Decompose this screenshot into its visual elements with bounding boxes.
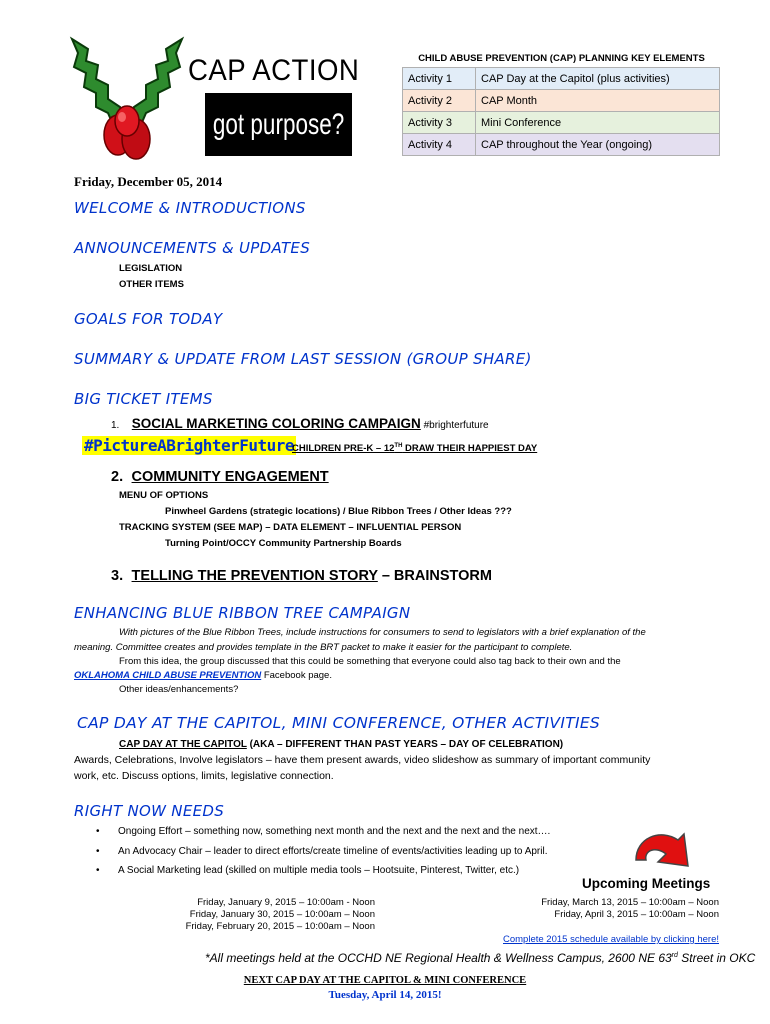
- logo-tagline-box: [205, 93, 352, 156]
- held-sup: rd: [671, 952, 678, 959]
- meeting-date-item: Friday, January 30, 2015 – 10:00am – Noon: [189, 909, 375, 920]
- item1-title: SOCIAL MARKETING COLORING CAMPAIGN: [131, 416, 421, 431]
- pinwheel-line: Pinwheel Gardens (strategic locations) / Blue Ribbon Trees / Other Ideas ???: [165, 506, 512, 517]
- blue-ribbon-line3: From this idea, the group discussed that this could be something that everyone could also tag back to their own and the: [119, 656, 621, 667]
- key-element-description: CAP Day at the Capitol (plus activities): [476, 68, 720, 90]
- meeting-date-item: Friday, April 3, 2015 – 10:00am – Noon: [554, 909, 719, 920]
- curved-arrow-icon: [630, 826, 698, 874]
- held-pre: *All meetings held at the OCCHD NE Regional Health & Wellness Campus, 2600 NE 63: [205, 951, 672, 965]
- key-element-activity: Activity 3: [403, 112, 476, 134]
- children-sup: TH: [394, 443, 403, 449]
- held-post: Street in OKC: [677, 951, 756, 965]
- meeting-date-item: Friday, January 9, 2015 – 10:00am - Noon: [197, 897, 375, 908]
- holly-logo-icon: [68, 35, 186, 163]
- goals-heading: GOALS FOR TODAY: [74, 310, 223, 328]
- big-ticket-heading: BIG TICKET ITEMS: [74, 390, 213, 408]
- summary-heading: SUMMARY & UPDATE FROM LAST SESSION (GROUP SHARE): [74, 350, 532, 368]
- item3-line: [111, 567, 492, 585]
- announce-item-other: OTHER ITEMS: [119, 279, 184, 290]
- key-element-description: CAP throughout the Year (ongoing): [476, 134, 720, 156]
- cap-day-line1: Awards, Celebrations, Involve legislators – have them present awards, video slideshow as summary of important community: [74, 754, 651, 766]
- needs-item-3-text: A Social Marketing lead (skilled on multiple media tools – Hootsuite, Pinterest, Twitter, etc.): [118, 865, 520, 876]
- blue-ribbon-line4-rest: Facebook page.: [261, 670, 332, 681]
- item1-line: [111, 415, 489, 433]
- schedule-link[interactable]: Complete 2015 schedule available by clicking here!: [503, 934, 719, 945]
- key-element-row: [403, 134, 720, 156]
- item1-number: 1.: [111, 420, 120, 431]
- welcome-heading: WELCOME & INTRODUCTIONS: [74, 199, 306, 217]
- key-elements-title: CHILD ABUSE PREVENTION (CAP) PLANNING KEY ELEMENTS: [418, 53, 705, 64]
- item3-rest: – BRAINSTORM: [377, 568, 492, 584]
- needs-item-2-text: An Advocacy Chair – leader to direct efforts/create timeline of events/activities leading up to April.: [118, 846, 548, 857]
- blue-ribbon-line1: With pictures of the Blue Ribbon Trees, include instructions for consumers to send to legislators with a brief explanation of the: [119, 627, 646, 638]
- children-post: DRAW THEIR HAPPIEST DAY: [402, 443, 538, 455]
- meeting-date: Friday, December 05, 2014: [74, 174, 223, 189]
- needs-item-2: • An Advocacy Chair – leader to direct efforts/create timeline of events/activities leading up to April.: [96, 846, 548, 857]
- menu-of-options: MENU OF OPTIONS: [119, 490, 209, 501]
- right-now-needs-heading: RIGHT NOW NEEDS: [74, 802, 225, 820]
- key-element-description: CAP Month: [476, 90, 720, 112]
- turning-point-line: Turning Point/OCCY Community Partnership Boards: [165, 538, 402, 549]
- key-element-row: [403, 90, 720, 112]
- meeting-date-item: Friday, March 13, 2015 – 10:00am – Noon: [541, 897, 719, 908]
- announcements-heading: ANNOUNCEMENTS & UPDATES: [74, 239, 311, 257]
- hashtag-highlight: #PictureABrighterFuture: [84, 436, 295, 455]
- logo-tagline: got purpose?: [212, 107, 345, 141]
- meetings-location-note: [205, 951, 755, 965]
- meetings-left-list: [150, 897, 375, 933]
- key-elements-table: [402, 67, 720, 156]
- cap-day-heading: CAP DAY AT THE CAPITOL, MINI CONFERENCE, OTHER ACTIVITIES: [77, 714, 601, 732]
- children-pre: CHILDREN PRE-K – 12: [292, 443, 395, 455]
- cap-day-sub: [119, 739, 563, 750]
- key-element-description: Mini Conference: [476, 112, 720, 134]
- item2-number: 2.: [111, 469, 124, 485]
- meeting-date-item: Friday, February 20, 2015 – 10:00am – Noon: [185, 921, 375, 932]
- meetings-right-list: [470, 897, 719, 921]
- needs-item-1: • Ongoing Effort – something now, something next month and the next and the next and the next….: [96, 826, 551, 837]
- blue-ribbon-line4: [74, 670, 332, 681]
- cap-day-line2: work, etc. Discuss options, limits, legislative connection.: [74, 770, 334, 782]
- oklahoma-cap-facebook-link[interactable]: OKLAHOMA CHILD ABUSE PREVENTION: [74, 670, 262, 681]
- next-cap-day-title: NEXT CAP DAY AT THE CAPITOL & MINI CONFERENCE: [243, 975, 527, 986]
- key-element-activity: Activity 1: [403, 68, 476, 90]
- key-element-activity: Activity 4: [403, 134, 476, 156]
- needs-item-3: • A Social Marketing lead (skilled on multiple media tools – Hootsuite, Pinterest, Twitter, etc.): [96, 865, 520, 876]
- next-cap-day-date: Tuesday, April 14, 2015!: [328, 989, 442, 1001]
- key-element-row: [403, 68, 720, 90]
- item3-number: 3.: [111, 568, 124, 584]
- logo-title: CAP ACTION: [188, 54, 360, 87]
- key-element-row: [403, 112, 720, 134]
- blue-ribbon-line2: meaning. Committee creates and provides template in the BRT packet to make it easier for the participant to complete.: [74, 642, 573, 653]
- cap-day-sub-rest: (AKA – DIFFERENT THAN PAST YEARS – DAY OF CELEBRATION): [246, 739, 564, 750]
- key-element-activity: Activity 2: [403, 90, 476, 112]
- item3-title: TELLING THE PREVENTION STORY: [131, 568, 378, 584]
- item2-line: [111, 468, 329, 486]
- blue-ribbon-line5: Other ideas/enhancements?: [119, 684, 239, 695]
- item1-tag: #brighterfuture: [420, 420, 489, 431]
- needs-item-1-text: Ongoing Effort – something now, something next month and the next and the next and the next….: [118, 826, 551, 837]
- blue-ribbon-heading: ENHANCING BLUE RIBBON TREE CAMPAIGN: [74, 604, 411, 622]
- announce-item-legislation: LEGISLATION: [119, 263, 183, 274]
- tracking-line: TRACKING SYSTEM (SEE MAP) – DATA ELEMENT – INFLUENTIAL PERSON: [119, 522, 462, 533]
- upcoming-meetings-heading: Upcoming Meetings: [582, 876, 711, 891]
- children-line: [292, 443, 537, 454]
- cap-day-sub-underlined: CAP DAY AT THE CAPITOL: [119, 739, 247, 750]
- item2-title: COMMUNITY ENGAGEMENT: [131, 469, 329, 485]
